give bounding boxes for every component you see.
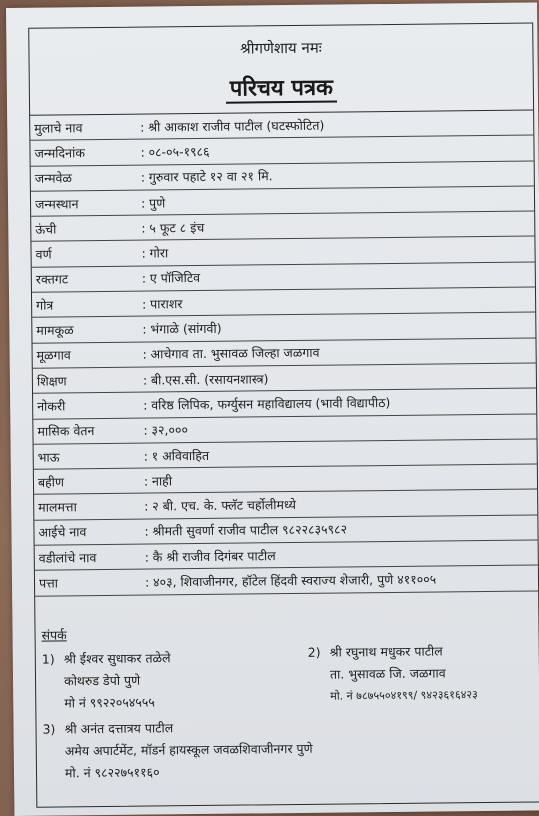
document-title (30, 69, 533, 104)
document-sheet (6, 2, 539, 816)
field-value: ५ फूट ८ इंच (149, 219, 205, 236)
field-value: पुणे (148, 194, 166, 211)
field-separator: : (140, 144, 145, 160)
field-value: श्री आकाश राजीव पाटील (घटस्फोटित) (148, 117, 325, 135)
field-separator: : (143, 422, 148, 438)
contact-number: 3) (42, 721, 56, 737)
details-table (30, 109, 538, 596)
contact-address: ता. भुसावळ जि. जळगाव (329, 665, 446, 682)
field-separator: : (144, 549, 150, 565)
contact-number: 1) (41, 651, 55, 667)
contacts-heading: संपर्क (41, 627, 67, 643)
title-text: परिचय पत्रक (226, 76, 337, 104)
field-value: बी.एस.सी. (रसायनशास्त्र) (150, 370, 269, 388)
field-value: भंगाळे (सांगवी) (150, 320, 222, 337)
field-label: नोकरी (37, 398, 66, 414)
field-separator: : (144, 523, 149, 539)
field-separator: : (142, 296, 147, 312)
contact-item (42, 647, 171, 714)
field-value: ए पॉजिटिव (149, 270, 201, 286)
field-separator: : (144, 498, 149, 514)
contact-name: श्री ईश्वर सुधाकर तळेले (63, 650, 171, 667)
field-value: ३२,००० (151, 422, 188, 438)
field-separator: : (143, 397, 148, 413)
field-value: वरिष्ठ लिपिक, फर्ग्युसन महाविद्यालय (भावी विद्यापीठ) (151, 394, 391, 413)
field-separator: : (142, 321, 147, 337)
contact-phone: मो. नं ७८७५५०४१९९/ ९४२३६१६४२३ (330, 688, 478, 703)
field-value: १ अविवाहित (151, 447, 210, 463)
contact-item (308, 640, 478, 708)
field-separator: : (141, 220, 146, 236)
field-separator: : (140, 169, 146, 185)
field-value: नाही (151, 473, 173, 489)
field-separator: : (142, 372, 148, 388)
field-label: भाऊ (37, 448, 60, 465)
field-value: कै श्री राजीव दिगंबर पाटील (152, 547, 276, 565)
field-separator: : (140, 119, 145, 135)
field-label: गोत्र (36, 297, 54, 313)
field-label: आईचे नाव (38, 524, 87, 541)
field-value: ०८-०५-१९८६ (148, 143, 210, 160)
field-label: पत्ता (38, 575, 59, 591)
contact-phone: मो. नं ९८२२७५११६० (64, 764, 160, 781)
field-label: शिक्षण (36, 372, 67, 389)
contact-number: 2) (307, 644, 321, 660)
field-value: ४०३, शिवाजीनगर, हॉटेल हिंदवी स्वराज्य शेजारी, पुणे ४११००५ (152, 571, 437, 590)
field-value: पाराशर (150, 295, 183, 312)
contact-name: श्री अनंत दत्तात्रय पाटील (64, 720, 174, 737)
field-value: २ बी. एच. के. फ्लॅट चर्होलीमध्ये (152, 497, 296, 514)
document-frame (28, 22, 539, 807)
invocation-heading: श्रीगणेशाय नमः (239, 38, 322, 58)
field-value: श्रीमती सुवर्णा राजीव पाटील ९८२२८३५९८२ (152, 521, 348, 539)
field-label: रक्तगट (35, 271, 69, 288)
field-separator: : (143, 473, 149, 489)
field-label: जन्मस्थान (34, 195, 79, 212)
contact-address: अमेय अपार्टमेंट, मॉडर्न हायस्कूल जवळशिवाजीनगर पुणे (64, 740, 313, 759)
contact-phone: मो नं ९९२२०५४५५५ (64, 694, 155, 711)
field-label: वर्ण (35, 246, 52, 262)
field-label: जन्मदिनांक (34, 145, 85, 161)
field-label: मामकूळ (36, 322, 74, 338)
field-separator: : (144, 574, 150, 590)
field-label: मुलाचे नाव (34, 119, 83, 136)
contact-name: श्री रघुनाथ मधुकर पाटील (329, 643, 443, 660)
field-value: आचेगाव ता. भुसावळ जिल्हा जळगाव (150, 345, 320, 362)
field-label: मूळगाव (36, 347, 71, 364)
field-separator: : (141, 270, 147, 287)
contact-address: कोथरुड डेपो पुणे (63, 672, 141, 689)
field-label: बहीण (37, 474, 65, 490)
field-separator: : (142, 346, 147, 362)
field-label: ऊंची (35, 221, 57, 237)
field-separator: : (143, 448, 148, 464)
field-separator: : (141, 245, 146, 261)
field-separator: : (140, 195, 146, 211)
field-label: मालमत्ता (38, 499, 77, 515)
field-label: वडीलांचे नाव (38, 549, 97, 566)
field-label: जन्मवेळ (34, 170, 73, 186)
field-value: गोरा (149, 245, 169, 261)
field-row (35, 566, 538, 597)
field-label: मासिक वेतन (37, 423, 95, 439)
contact-item (42, 716, 313, 785)
contacts-section (35, 621, 538, 781)
field-value: गुरुवार पहाटे १२ वा २१ मि. (148, 168, 273, 185)
